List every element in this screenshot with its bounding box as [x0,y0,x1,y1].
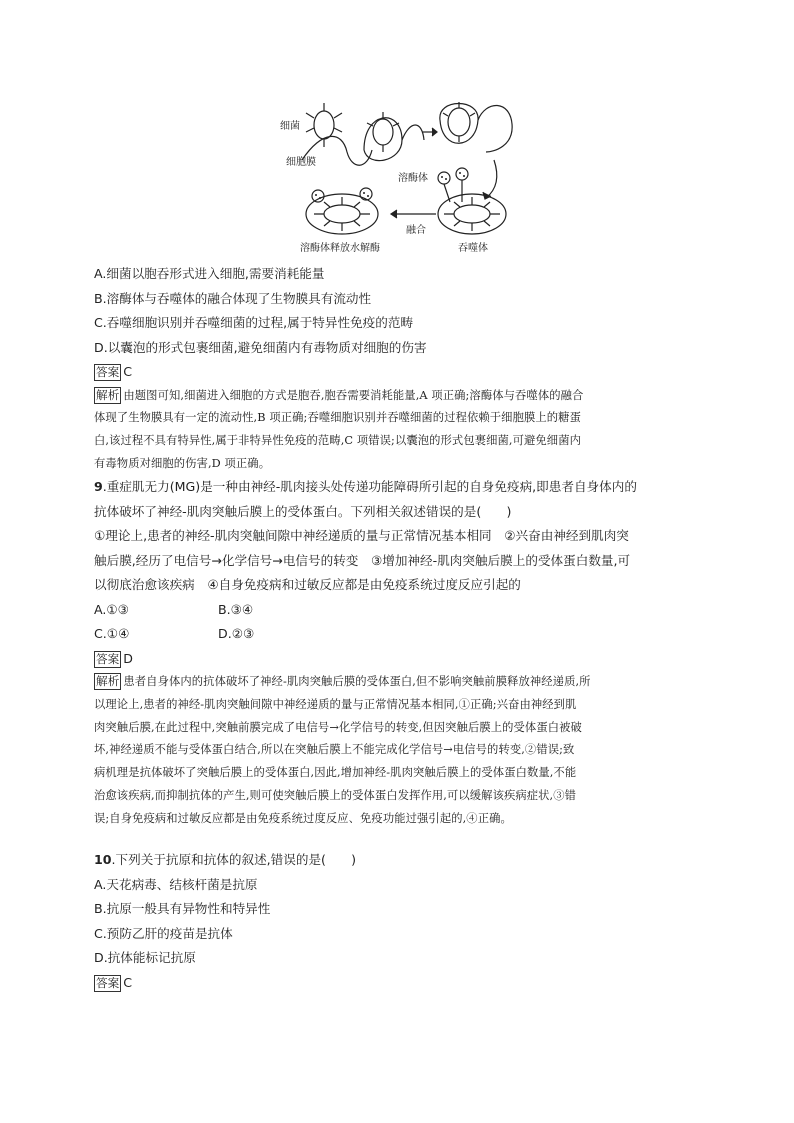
q9-number: 9 [94,479,103,495]
q8-analysis-line: 白,该过程不具有特异性,属于非特异性免疫的范畴,C 项错误;以囊泡的形式包裹细菌,可避免细菌内 [94,433,581,447]
phagocytosis-diagram [272,90,532,258]
q9-options-row [94,598,698,623]
q8-answer-value: C [123,364,132,379]
q8-option-d: D.以囊泡的形式包裹细菌,避免细菌内有毒物质对细胞的伤害 [94,339,427,355]
q9-analysis [94,671,698,830]
bacterium-shape [314,111,334,139]
q8-analysis-line [94,385,698,408]
label-cell-membrane: 细胞膜 [286,157,316,168]
label-phagosome: 吞噬体 [458,243,488,254]
q9-stem-line: 抗体破坏了神经-肌肉突触后膜上的受体蛋白。下列相关叙述错误的是( ) [94,503,512,519]
q9-analysis-line [94,671,698,694]
q8-option-a: A.细菌以胞吞形式进入细胞,需要消耗能量 [94,266,325,281]
q9-option-d: D.②③ [218,626,255,642]
label-lysosome: 溶酶体 [398,173,428,184]
q9-analysis-line: 治愈该疾病,而抑制抗体的产生,则可使突触后膜上的受体蛋白发挥作用,可以缓解该疾病症状,③错 [94,788,577,802]
q9-stem-line: ①理论上,患者的神经-肌肉突触间隙中神经递质的量与正常情况基本相同 ②兴奋由神经到肌肉突 [94,528,629,544]
label-bacteria: 细菌 [280,121,300,132]
q10-options [94,873,698,971]
answer-tag: 答案 [96,975,120,990]
content-column [94,262,698,995]
section-spacer [94,830,698,848]
q9-option-c: C.①④ [94,626,130,642]
q8-analysis-line: 有毒物质对细胞的伤害,D 项正确。 [94,456,271,470]
q10-option-a: A.天花病毒、结核杆菌是抗原 [94,876,258,892]
label-fusion: 融合 [406,225,426,236]
q9-option-a: A.①③ [94,601,129,617]
q10-option-d: D.抗体能标记抗原 [94,950,196,966]
answer-tag: 答案 [96,651,120,666]
q9-option-b: B.③④ [218,601,254,617]
q8-option-c: C.吞噬细胞识别并吞噬细菌的过程,属于特异性免疫的范畴 [94,315,414,330]
q9-analysis-line: 病机理是抗体破坏了突触后膜上的受体蛋白,因此,增加神经-肌肉突触后膜上的受体蛋白数量,不能 [94,766,577,780]
q8-analysis [94,385,698,476]
q9-options-row [94,622,698,647]
q10-stem [94,848,698,873]
q10-option-b: B.抗原一般具有异物性和特异性 [94,901,271,917]
q8-analysis-line: 体现了生物膜具有一定的流动性,B 项正确;吞噬细胞识别并吞噬细菌的过程依赖于细胞膜上的糖蛋 [94,411,581,425]
q9-stem [94,475,698,598]
q8-options [94,262,698,360]
q9-stem-text: .重症肌无力(MG)是一种由神经-肌肉接头处传递功能障碍所引起的自身免疫病,即患者自身体内的 [102,479,637,495]
q9-analysis-text: 患者自身体内的抗体破坏了神经-肌肉突触后膜的受体蛋白,但不影响突触前膜释放神经递质,所 [123,675,591,689]
q10-number: 10 [94,852,112,868]
q9-answer [94,647,698,672]
q9-analysis-line: 误;自身免疫病和过敏反应都是由免疫系统过度反应、免疫功能过强引起的,④正确。 [94,811,512,825]
q10-stem-text: .下列关于抗原和抗体的叙述,错误的是( ) [111,852,357,868]
lysosome-shape [438,172,450,184]
q9-analysis-line: 肉突触后膜,在此过程中,突触前膜完成了电信号→化学信号的转变,但因突触后膜上的受体蛋白被破 [94,720,582,734]
q9-answer-value: D [123,650,133,666]
q9-analysis-line: 坏,神经递质不能与受体蛋白结合,所以在突触后膜上不能完成化学信号→电信号的转变,②错误;致 [94,743,575,757]
q10-answer-value: C [123,974,132,990]
q10-option-c: C.预防乙肝的疫苗是抗体 [94,925,233,941]
q9-stem-line: 以彻底治愈该疾病 ④自身免疫病和过敏反应都是由免疫系统过度反应引起的 [94,577,521,593]
analysis-tag: 解析 [96,674,120,689]
q10-answer [94,971,698,996]
q9-analysis-line: 以理论上,患者的神经-肌肉突触间隙中神经递质的量与正常情况基本相同,①正确;兴奋由神经到肌 [94,698,577,712]
q8-analysis-text: 由题图可知,细菌进入细胞的方式是胞吞,胞吞需要消耗能量,A 项正确;溶酶体与吞噬体的融合 [123,388,584,402]
q9-stem-line [94,475,698,500]
analysis-tag: 解析 [96,387,120,402]
q8-answer [94,360,698,385]
q9-stem-line: 触后膜,经历了电信号→化学信号→电信号的转变 ③增加神经-肌肉突触后膜上的受体蛋白数量,可 [94,552,631,568]
answer-tag: 答案 [96,365,120,379]
label-release-enzyme: 溶酶体释放水解酶 [300,243,380,254]
q8-option-b: B.溶酶体与吞噬体的融合体现了生物膜具有流动性 [94,290,372,306]
